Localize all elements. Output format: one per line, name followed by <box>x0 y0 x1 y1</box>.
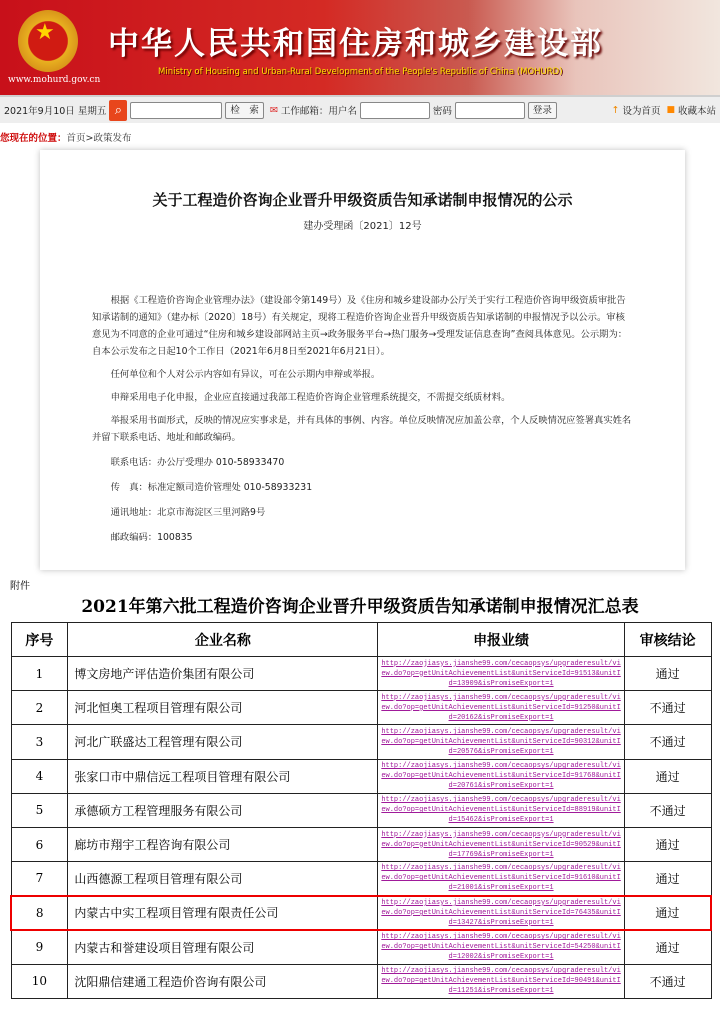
contact-postcode: 邮政编码：100835 <box>110 532 193 543</box>
table-row <box>11 691 711 725</box>
search-input[interactable] <box>130 102 222 119</box>
company-name: 张家口市中鼎信远工程项目管理有限公司 <box>68 759 378 793</box>
bookmark-icon: ■ <box>666 105 675 115</box>
document-title: 关于工程造价咨询企业晋升甲级资质告知承诺制申报情况的公示 <box>152 191 573 209</box>
document-number: 建办受理函〔2021〕12号 <box>303 221 422 232</box>
paragraph: 根据《工程造价咨询企业管理办法》（建设部令第149号）及《住房和城乡建设部办公厅关于实行工程造价咨询甲级资质审批告知承诺制的通知》（建办标〔2020〕18号）有关规定，现将工程造价咨询企业晋升甲级资质告知承诺制的申报情况予以公示。审核意见为不同意的企业可通过“住房和城乡建设部网站主页→政务服务平台→热门服务→受理发证信息查询”查阅具体意见。公示期为：自本公示发布之日起10个工作日（2021年6月8日至2021年6月21日）。 <box>92 295 628 357</box>
row-number: 5 <box>11 793 68 827</box>
achievement-link[interactable]: http://zaojiasys.jianshe99.com/cecaopsys/upgraderesult/view.do?op=getUnitAchievementList&unitServiceId=91610&unitId=21001&isPromiseExport=1 <box>378 862 624 896</box>
table-row <box>11 793 711 827</box>
company-name: 承德硕方工程管理服务有限公司 <box>68 793 378 827</box>
bookmark-link[interactable]: 收藏本站 <box>677 106 716 117</box>
breadcrumb-path[interactable]: 首页>政策发布 <box>66 133 132 144</box>
company-name: 河北广联盛达工程管理有限公司 <box>68 725 378 759</box>
company-name: 内蒙古中实工程项目管理有限责任公司 <box>68 896 378 930</box>
password-label: 密码 <box>432 106 452 117</box>
search-button[interactable]: 检 索 <box>225 102 264 119</box>
table-row <box>11 827 711 861</box>
attachment-label: 附件 <box>10 581 30 592</box>
paragraph: 举报采用书面形式，反映的情况应实事求是，并有具体的事例、内容。单位反映情况应加盖公章，个人反映情况应签署真实姓名并留下联系电话、地址和邮政编码。 <box>92 415 632 443</box>
summary-table <box>10 622 712 999</box>
table-row <box>11 896 711 930</box>
table-row <box>11 930 711 964</box>
breadcrumb-label: 您现在的位置： <box>0 133 67 144</box>
row-number: 4 <box>11 759 68 793</box>
header-result: 审核结论 <box>624 623 711 657</box>
row-number: 2 <box>11 691 68 725</box>
table-row <box>11 657 711 691</box>
paragraph: 任何单位和个人对公示内容如有异议，可在公示期内申辩或举报。 <box>110 369 381 380</box>
row-number: 9 <box>11 930 68 964</box>
search-icon[interactable]: ⌕ <box>109 100 127 121</box>
achievement-link[interactable]: http://zaojiasys.jianshe99.com/cecaopsys/upgraderesult/view.do?op=getUnitAchievementList&unitServiceId=54250&unitId=12002&isPromiseExport=1 <box>378 930 624 964</box>
header-company: 企业名称 <box>68 623 378 657</box>
home-icon: ↑ <box>611 104 620 116</box>
company-name: 博文房地产评估造价集团有限公司 <box>68 657 378 691</box>
company-name: 沈阳鼎信建通工程造价咨询有限公司 <box>68 964 378 998</box>
company-name: 山西德源工程项目管理有限公司 <box>68 862 378 896</box>
review-result: 不通过 <box>624 725 711 759</box>
review-result: 通过 <box>624 896 711 930</box>
document-card <box>40 150 685 570</box>
contact-fax: 传 真：标准定额司造价管理处 010-58933231 <box>110 482 313 493</box>
table-title: 2021年第六批工程造价咨询企业晋升甲级资质告知承诺制申报情况汇总表 <box>81 597 639 617</box>
review-result: 不通过 <box>624 691 711 725</box>
achievement-link[interactable]: http://zaojiasys.jianshe99.com/cecaopsys/upgraderesult/view.do?op=getUnitAchievementList&unitServiceId=91513&unitId=13909&isPromiseExport=1 <box>378 657 624 691</box>
review-result: 通过 <box>624 827 711 861</box>
achievement-link[interactable]: http://zaojiasys.jianshe99.com/cecaopsys/upgraderesult/view.do?op=getUnitAchievementList&unitServiceId=90529&unitId=17769&isPromiseExport=1 <box>378 827 624 861</box>
password-input[interactable] <box>455 102 525 119</box>
achievement-link[interactable]: http://zaojiasys.jianshe99.com/cecaopsys/upgraderesult/view.do?op=getUnitAchievementList&unitServiceId=90312&unitId=20576&isPromiseExport=1 <box>378 725 624 759</box>
header-no: 序号 <box>11 623 68 657</box>
company-name: 内蒙古和誉建设项目管理有限公司 <box>68 930 378 964</box>
row-number: 1 <box>11 657 68 691</box>
table-row <box>11 964 711 998</box>
contact-address: 通讯地址：北京市海淀区三里河路9号 <box>110 507 266 518</box>
contact-phone: 联系电话：办公厅受理办 010-58933470 <box>110 457 285 468</box>
review-result: 不通过 <box>624 964 711 998</box>
row-number: 7 <box>11 862 68 896</box>
review-result: 通过 <box>624 657 711 691</box>
row-number: 6 <box>11 827 68 861</box>
national-emblem-logo: ★ <box>18 10 78 72</box>
toolbar <box>0 95 720 123</box>
mail-label: 工作邮箱：用户名 <box>280 106 357 117</box>
row-number: 10 <box>11 964 68 998</box>
mail-icon: ✉ <box>269 104 278 116</box>
review-result: 通过 <box>624 930 711 964</box>
breadcrumb <box>0 130 131 144</box>
achievement-link[interactable]: http://zaojiasys.jianshe99.com/cecaopsys/upgraderesult/view.do?op=getUnitAchievementList&unitServiceId=90491&unitId=11251&isPromiseExport=1 <box>378 964 624 998</box>
row-number: 3 <box>11 725 68 759</box>
table-row <box>11 759 711 793</box>
table-row <box>11 862 711 896</box>
achievement-link[interactable]: http://zaojiasys.jianshe99.com/cecaopsys/upgraderesult/view.do?op=getUnitAchievementList&unitServiceId=76435&unitId=13427&isPromiseExport=1 <box>378 896 624 930</box>
current-date: 2021年9月10日 星期五 <box>4 106 107 117</box>
site-banner <box>0 0 720 95</box>
achievement-link[interactable]: http://zaojiasys.jianshe99.com/cecaopsys/upgraderesult/view.do?op=getUnitAchievementList&unitServiceId=88919&unitId=15462&isPromiseExport=1 <box>378 793 624 827</box>
achievement-link[interactable]: http://zaojiasys.jianshe99.com/cecaopsys/upgraderesult/view.do?op=getUnitAchievementList&unitServiceId=91250&unitId=20162&isPromiseExport=1 <box>378 691 624 725</box>
login-button[interactable]: 登录 <box>528 102 557 119</box>
header-achievement: 申报业绩 <box>378 623 624 657</box>
company-name: 廊坊市翔宇工程咨询有限公司 <box>68 827 378 861</box>
review-result: 通过 <box>624 862 711 896</box>
set-homepage-link[interactable]: 设为首页 <box>622 106 661 117</box>
site-name: 中华人民共和国住房和城乡建设部 <box>108 26 603 62</box>
company-name: 河北恒奥工程项目管理有限公司 <box>68 691 378 725</box>
site-name-en: Ministry of Housing and Urban-Rural Development of the People's Republic of China (MOHURD) <box>158 67 563 77</box>
username-input[interactable] <box>360 102 430 119</box>
review-result: 通过 <box>624 759 711 793</box>
paragraph: 申辩采用电子化申报，企业应直接通过我部工程造价咨询企业管理系统提交，不需提交纸质材料。 <box>110 392 511 403</box>
table-row <box>11 725 711 759</box>
review-result: 不通过 <box>624 793 711 827</box>
row-number: 8 <box>11 896 68 930</box>
achievement-link[interactable]: http://zaojiasys.jianshe99.com/cecaopsys/upgraderesult/view.do?op=getUnitAchievementList&unitServiceId=91768&unitId=20761&isPromiseExport=1 <box>378 759 624 793</box>
site-url: www.mohurd.gov.cn <box>8 75 101 85</box>
